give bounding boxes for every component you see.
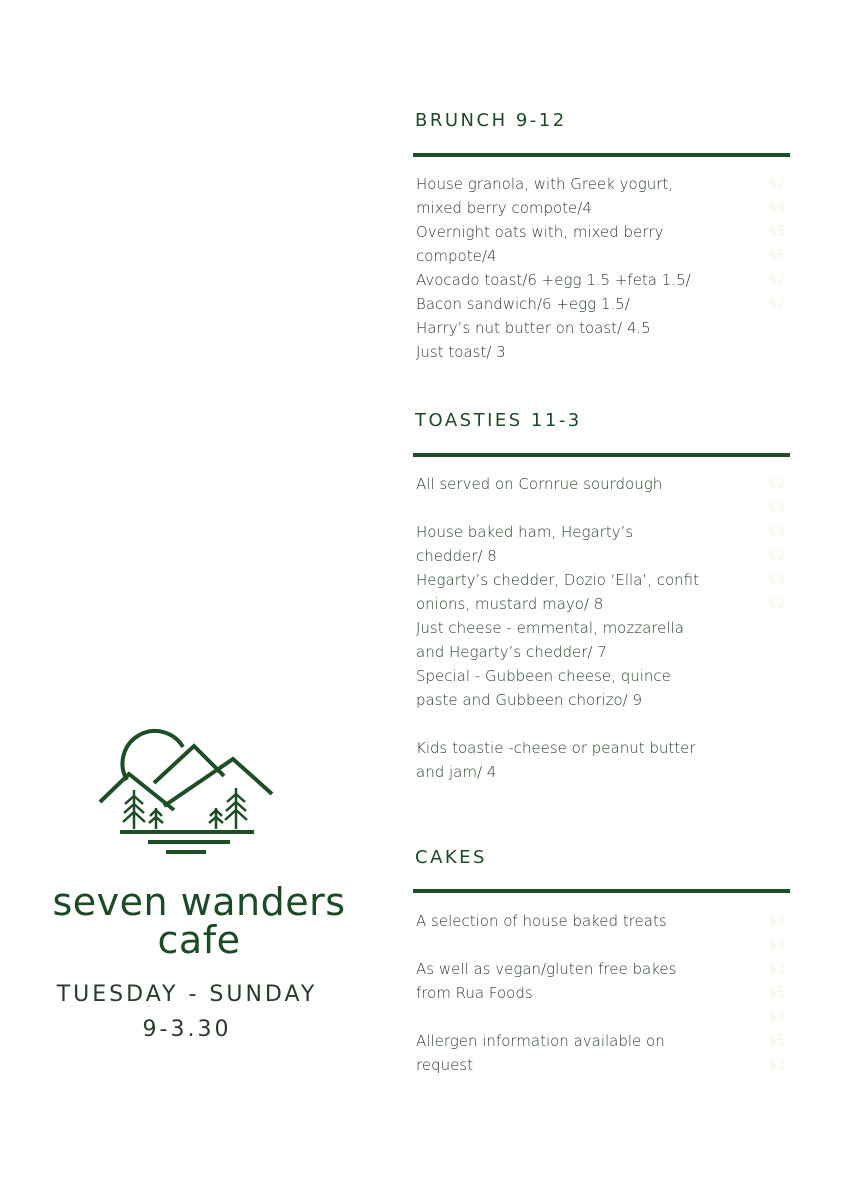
menu-line: A selection of house baked treats: [416, 912, 667, 930]
menu-line: Just cheese - emmental, mozzarella: [416, 619, 684, 637]
section-title-toasties: TOASTIES 11-3: [415, 410, 582, 431]
faded-price-column: [768, 472, 798, 616]
faded-price: $3: [768, 961, 786, 977]
menu-line: onions, mustard mayo/ 8: [416, 595, 604, 613]
toasties-items: [416, 472, 716, 784]
faded-price-column: [768, 909, 798, 1077]
faded-price: $5: [768, 985, 786, 1001]
faded-price: $3: [768, 524, 786, 540]
menu-line: and jam/ 4: [416, 763, 497, 781]
section-divider: [413, 453, 790, 457]
brunch-items: [416, 172, 716, 364]
mountains-sun-trees-logo-icon: [96, 728, 278, 856]
faded-price-column: [768, 172, 798, 316]
menu-line: paste and Gubbeen chorizo/ 9: [416, 691, 642, 709]
spacer: [416, 712, 716, 736]
menu-line: Harry’s nut butter on toast/ 4.5: [416, 319, 651, 337]
brand-name-line1: seven wanders: [52, 880, 346, 924]
menu-line: and Hegarty’s chedder/ 7: [416, 643, 607, 661]
spacer: [416, 496, 716, 520]
faded-price: $3: [768, 572, 786, 588]
spacer: [416, 1005, 716, 1029]
menu-line: Special - Gubbeen cheese, quince: [416, 667, 671, 685]
cakes-items: [416, 909, 716, 1077]
menu-line: from Rua Foods: [416, 984, 533, 1002]
faded-price: $7: [768, 176, 786, 192]
section-title-cakes: CAKES: [415, 847, 487, 868]
menu-line: Kids toastie -cheese or peanut butter: [416, 739, 696, 757]
spacer: [416, 933, 716, 957]
faded-price: $6: [768, 248, 786, 264]
menu-line: House baked ham, Hegarty’s: [416, 523, 634, 541]
opening-hours: 9-3.30: [142, 1017, 232, 1042]
faded-price: $3: [768, 1057, 786, 1073]
faded-price: $3: [768, 500, 786, 516]
opening-days: TUESDAY - SUNDAY: [56, 982, 318, 1007]
menu-line: compote/4: [416, 247, 497, 265]
menu-line: chedder/ 8: [416, 547, 497, 565]
brand-name-line2: cafe: [157, 918, 241, 962]
menu-line: Hegarty’s chedder, Dozio ‘Ella’, confit: [416, 571, 699, 589]
menu-line: Allergen information available on: [416, 1032, 665, 1050]
section-divider: [413, 153, 790, 157]
menu-line: Avocado toast/6 +egg 1.5 +feta 1.5/: [416, 271, 691, 289]
menu-line: House granola, with Greek yogurt,: [416, 175, 674, 193]
faded-price: $4: [768, 913, 786, 929]
faded-price: $2: [768, 476, 786, 492]
faded-price: $7: [768, 296, 786, 312]
section-title-brunch: BRUNCH 9-12: [415, 110, 567, 131]
menu-line: Overnight oats with, mixed berry: [416, 223, 664, 241]
menu-line: All served on Cornrue sourdough: [416, 475, 663, 493]
faded-price: $2: [768, 548, 786, 564]
faded-price: $4: [768, 937, 786, 953]
faded-price: $4: [768, 200, 786, 216]
menu-line: request: [416, 1056, 474, 1074]
menu-line: As well as vegan/gluten free bakes: [416, 960, 677, 978]
faded-price: $5: [768, 1033, 786, 1049]
faded-price: $4: [768, 1009, 786, 1025]
faded-price: $5: [768, 224, 786, 240]
menu-line: Bacon sandwich/6 +egg 1.5/: [416, 295, 630, 313]
faded-price: $7: [768, 272, 786, 288]
menu-line: mixed berry compote/4: [416, 199, 592, 217]
section-divider: [413, 889, 790, 893]
faded-price: $2: [768, 596, 786, 612]
menu-line: Just toast/ 3: [416, 343, 506, 361]
